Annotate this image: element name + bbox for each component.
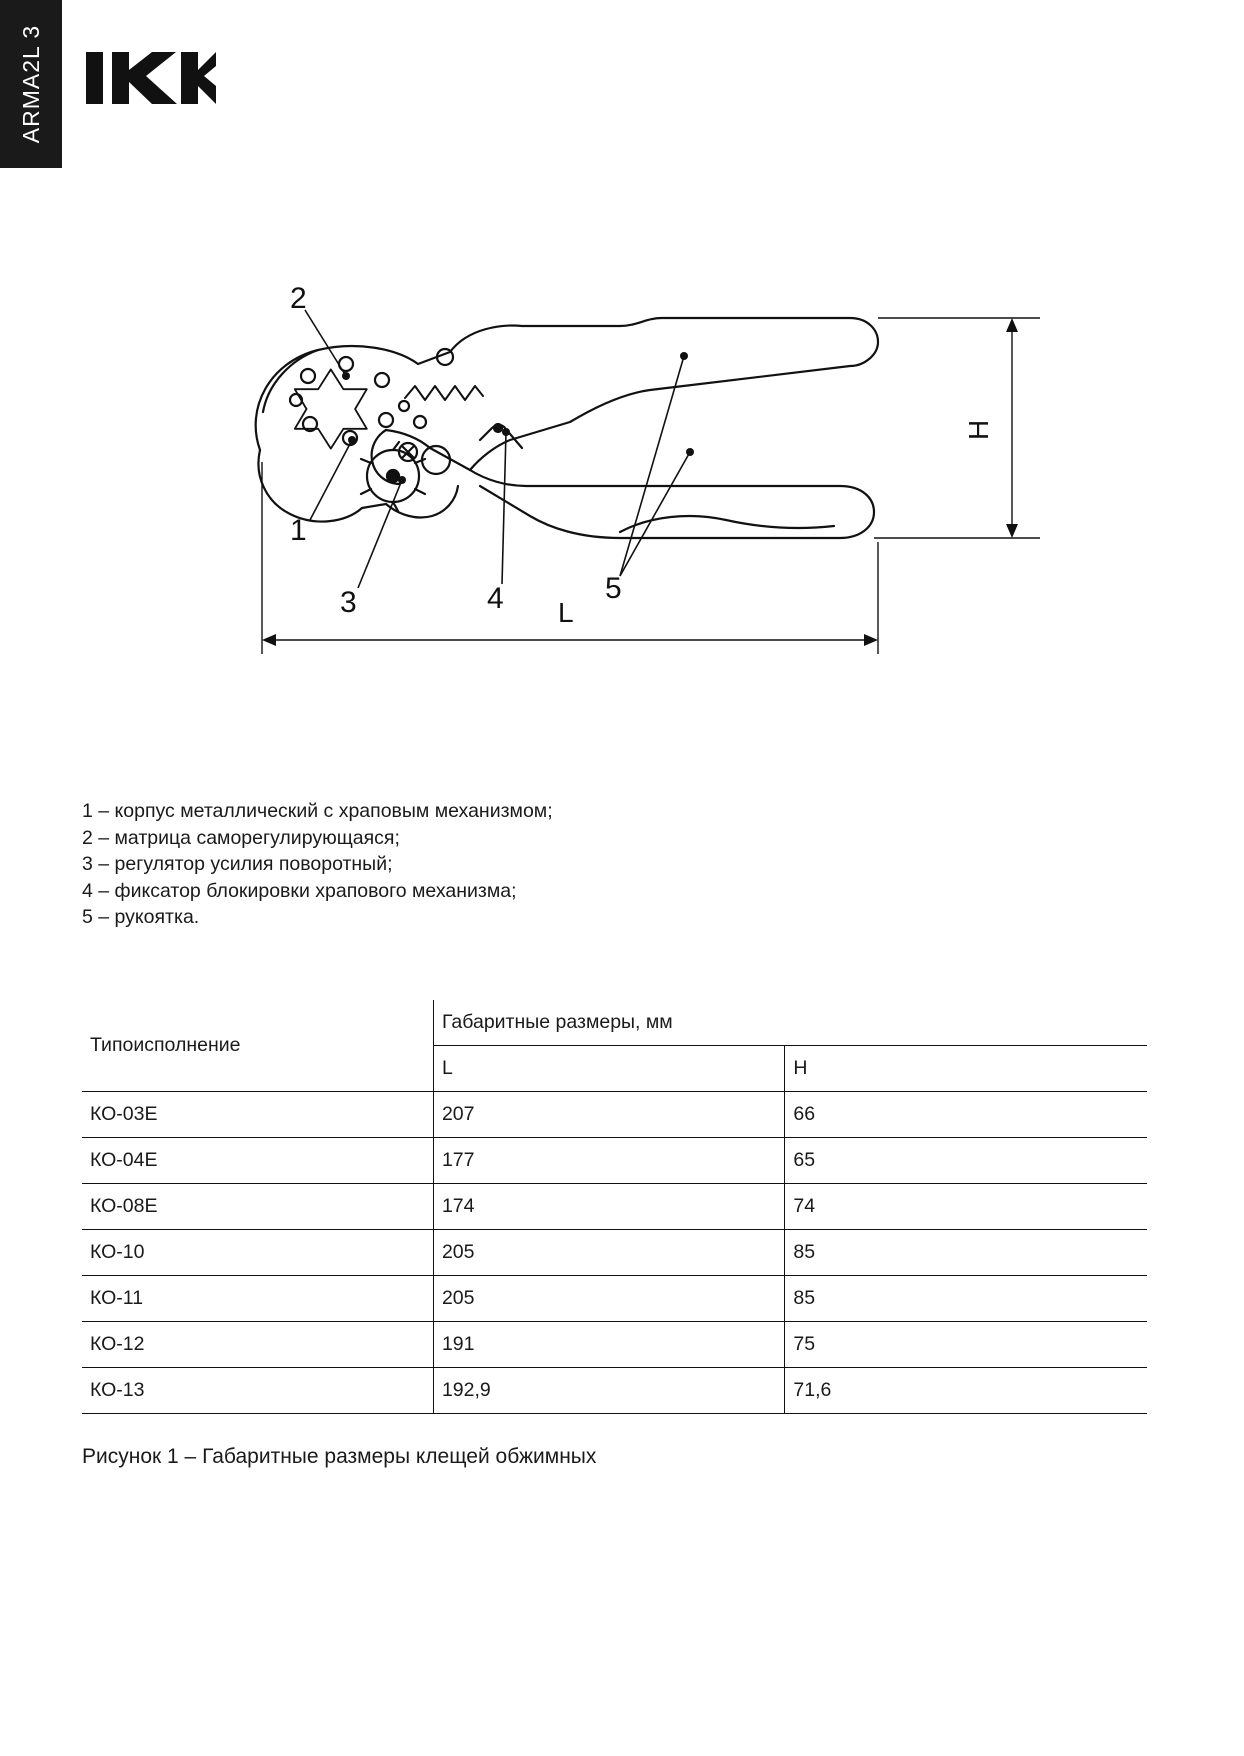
cell-type: КО-11 xyxy=(82,1276,433,1322)
header-type: Типоисполнение xyxy=(82,1000,433,1092)
header-height: H xyxy=(785,1046,1147,1092)
table-row xyxy=(82,1368,1147,1414)
legend-item: 4 – фиксатор блокировки храпового механизма; xyxy=(82,879,517,902)
cell-length: 207 xyxy=(433,1092,784,1138)
svg-text:4: 4 xyxy=(487,582,504,615)
cell-length: 205 xyxy=(433,1230,784,1276)
cell-type: КО-10 xyxy=(82,1230,433,1276)
cell-type: КО-03Е xyxy=(82,1092,433,1138)
page-spine-tab xyxy=(0,0,62,168)
cell-length: 174 xyxy=(433,1184,784,1230)
svg-text:2: 2 xyxy=(290,282,307,315)
table-row xyxy=(82,1184,1147,1230)
svg-text:H: H xyxy=(963,419,994,440)
dimensions-table xyxy=(82,1000,1147,1414)
cell-height: 65 xyxy=(785,1138,1147,1184)
legend-item: 2 – матрица саморегулирующаяся; xyxy=(82,826,400,849)
table-row xyxy=(82,1322,1147,1368)
cell-length: 205 xyxy=(433,1276,784,1322)
cell-length: 191 xyxy=(433,1322,784,1368)
svg-text:L: L xyxy=(558,597,574,628)
table-row xyxy=(82,1138,1147,1184)
cell-height: 85 xyxy=(785,1276,1147,1322)
cell-height: 74 xyxy=(785,1184,1147,1230)
table-row xyxy=(82,1230,1147,1276)
cell-length: 192,9 xyxy=(433,1368,784,1414)
spine-label: ARMA2L 3 xyxy=(18,24,44,144)
table-header-row xyxy=(82,1000,1147,1046)
svg-text:5: 5 xyxy=(605,572,622,605)
cell-type: КО-13 xyxy=(82,1368,433,1414)
cell-type: КО-12 xyxy=(82,1322,433,1368)
dimensions-table-wrapper xyxy=(82,1000,1147,1414)
header-length: L xyxy=(433,1046,784,1092)
table-row xyxy=(82,1276,1147,1322)
figure-legend xyxy=(82,798,882,931)
cell-type: КО-04Е xyxy=(82,1138,433,1184)
legend-item: 1 – корпус металлический с храповым механизмом; xyxy=(82,800,553,822)
legend-item: 3 – регулятор усилия поворотный; xyxy=(82,853,393,875)
legend-item: 5 – рукоятка. xyxy=(82,906,200,928)
svg-text:1: 1 xyxy=(290,514,307,547)
figure-caption: Рисунок 1 – Габаритные размеры клещей обжимных xyxy=(82,1445,597,1468)
crimping-pliers-drawing xyxy=(150,280,1080,680)
svg-text:3: 3 xyxy=(340,586,357,619)
iek-logo xyxy=(86,48,216,108)
cell-height: 75 xyxy=(785,1322,1147,1368)
cell-height: 71,6 xyxy=(785,1368,1147,1414)
header-dimensions-group: Габаритные размеры, мм xyxy=(433,1000,1147,1046)
table-row xyxy=(82,1092,1147,1138)
cell-height: 85 xyxy=(785,1230,1147,1276)
cell-type: КО-08Е xyxy=(82,1184,433,1230)
cell-height: 66 xyxy=(785,1092,1147,1138)
cell-length: 177 xyxy=(433,1138,784,1184)
